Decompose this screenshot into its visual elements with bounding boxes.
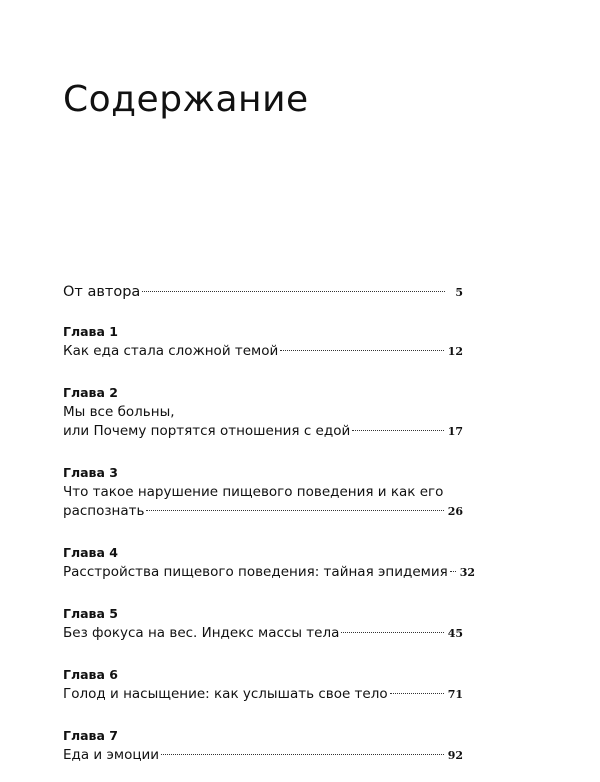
page-number: 12 <box>447 345 463 358</box>
chapter-title-line: Что такое нарушение пищевого поведения и как его <box>63 484 444 500</box>
page-number: 5 <box>455 286 463 299</box>
toc-line <box>63 422 463 441</box>
dot-leader <box>280 350 443 351</box>
toc-entry <box>63 606 463 643</box>
chapter-title: Без фокуса на вес. Индекс массы тела <box>63 625 340 641</box>
table-of-contents <box>63 283 476 765</box>
chapter-label: Глава 6 <box>63 667 118 682</box>
toc-line <box>63 746 463 765</box>
chapter-title: От автора <box>63 284 141 300</box>
toc-line <box>63 342 463 361</box>
chapter-title: Голод и насыщение: как услышать свое тело <box>63 686 388 702</box>
dot-leader <box>352 430 443 431</box>
toc-line <box>63 685 463 704</box>
chapter-title: распознать <box>63 503 145 519</box>
toc-line <box>63 624 463 643</box>
chapter-label: Глава 1 <box>63 324 118 339</box>
chapter-label: Глава 7 <box>63 728 118 743</box>
dot-leader <box>142 291 445 292</box>
toc-entry <box>63 667 463 704</box>
page-number: 17 <box>447 425 463 438</box>
chapter-title: или Почему портятся отношения с едой <box>63 423 351 439</box>
dot-leader <box>146 510 443 511</box>
toc-entry <box>63 465 463 521</box>
page-number: 32 <box>459 566 476 579</box>
page-title: Содержание <box>63 79 309 120</box>
chapter-title: Расстройства пищевого поведения: тайная эпидемия <box>63 564 448 580</box>
toc-entry <box>63 283 463 302</box>
toc-line <box>63 563 476 582</box>
page-number: 45 <box>447 627 463 640</box>
chapter-label: Глава 5 <box>63 606 118 621</box>
chapter-title: Как еда стала сложной темой <box>63 343 279 359</box>
chapter-label: Глава 2 <box>63 385 118 400</box>
page-number: 26 <box>447 505 463 518</box>
dot-leader <box>390 693 444 694</box>
chapter-label: Глава 3 <box>63 465 118 480</box>
toc-entry <box>63 545 476 582</box>
toc-line <box>63 283 463 302</box>
chapter-title-line: Мы все больны, <box>63 404 175 420</box>
chapter-label: Глава 4 <box>63 545 118 560</box>
toc-line <box>63 502 463 521</box>
toc-entry <box>63 728 463 765</box>
dot-leader <box>450 571 456 572</box>
chapter-title: Еда и эмоции <box>63 747 160 763</box>
page-number: 71 <box>447 688 463 701</box>
dot-leader <box>341 632 443 633</box>
toc-entry <box>63 324 463 361</box>
page-number: 92 <box>447 749 463 762</box>
dot-leader <box>161 754 444 755</box>
toc-entry <box>63 385 463 441</box>
